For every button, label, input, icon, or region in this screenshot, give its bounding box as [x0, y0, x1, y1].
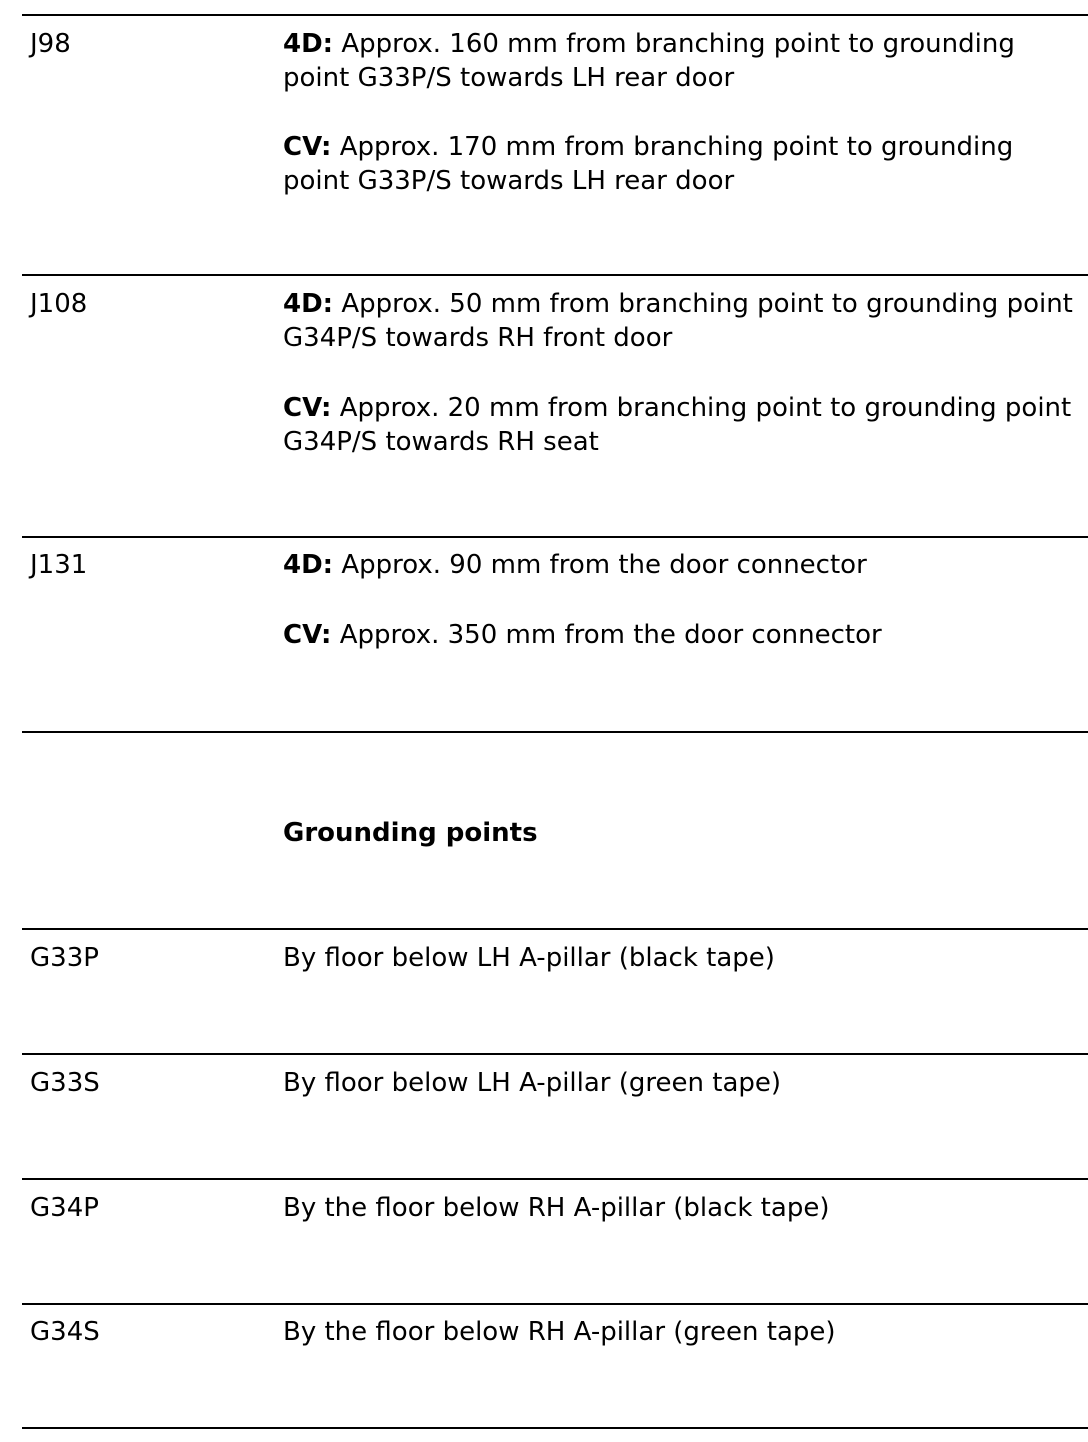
grounding-code: G33S: [30, 1068, 100, 1098]
location-text: Approx. 160 mm from branching point to grounding point G33P/S towards LH rear door: [283, 29, 1015, 93]
grounding-code: G33P: [30, 943, 99, 973]
variant-label: 4D:: [283, 550, 334, 580]
grounding-points-heading: Grounding points: [283, 818, 538, 848]
variant-label: CV:: [283, 132, 332, 162]
table-divider: [22, 1427, 1088, 1429]
variant-label: 4D:: [283, 289, 334, 319]
variant-label: CV:: [283, 393, 332, 423]
table-divider: [22, 731, 1088, 733]
table-divider: [22, 1303, 1088, 1305]
grounding-location: By floor below LH A-pillar (black tape): [283, 943, 775, 973]
splice-code: J131: [30, 550, 88, 580]
table-divider: [22, 928, 1088, 930]
splice-location-cv: [283, 130, 1083, 198]
splice-code: J98: [30, 29, 71, 59]
table-divider: [22, 14, 1088, 16]
grounding-location: By the floor below RH A-pillar (green tape): [283, 1317, 836, 1347]
table-divider: [22, 1178, 1088, 1180]
variant-label: 4D:: [283, 29, 334, 59]
table-divider: [22, 536, 1088, 538]
grounding-location: By the floor below RH A-pillar (black tape): [283, 1193, 830, 1223]
grounding-code: G34P: [30, 1193, 99, 1223]
table-divider: [22, 274, 1088, 276]
grounding-location: By floor below LH A-pillar (green tape): [283, 1068, 782, 1098]
splice-location-cv: [283, 618, 1083, 652]
location-text: Approx. 90 mm from the door connector: [333, 550, 867, 580]
splice-location-4d: [283, 287, 1083, 355]
location-text: Approx. 50 mm from branching point to grounding point G34P/S towards RH front door: [283, 289, 1073, 353]
splice-location-cv: [283, 391, 1083, 459]
variant-label: CV:: [283, 620, 332, 650]
location-text: Approx. 350 mm from the door connector: [331, 620, 882, 650]
splice-location-4d: [283, 27, 1083, 95]
table-divider: [22, 1053, 1088, 1055]
splice-code: J108: [30, 289, 88, 319]
splice-location-4d: [283, 548, 1083, 582]
location-text: Approx. 20 mm from branching point to grounding point G34P/S towards RH seat: [283, 393, 1072, 457]
location-text: Approx. 170 mm from branching point to grounding point G33P/S towards LH rear door: [283, 132, 1014, 196]
grounding-code: G34S: [30, 1317, 100, 1347]
